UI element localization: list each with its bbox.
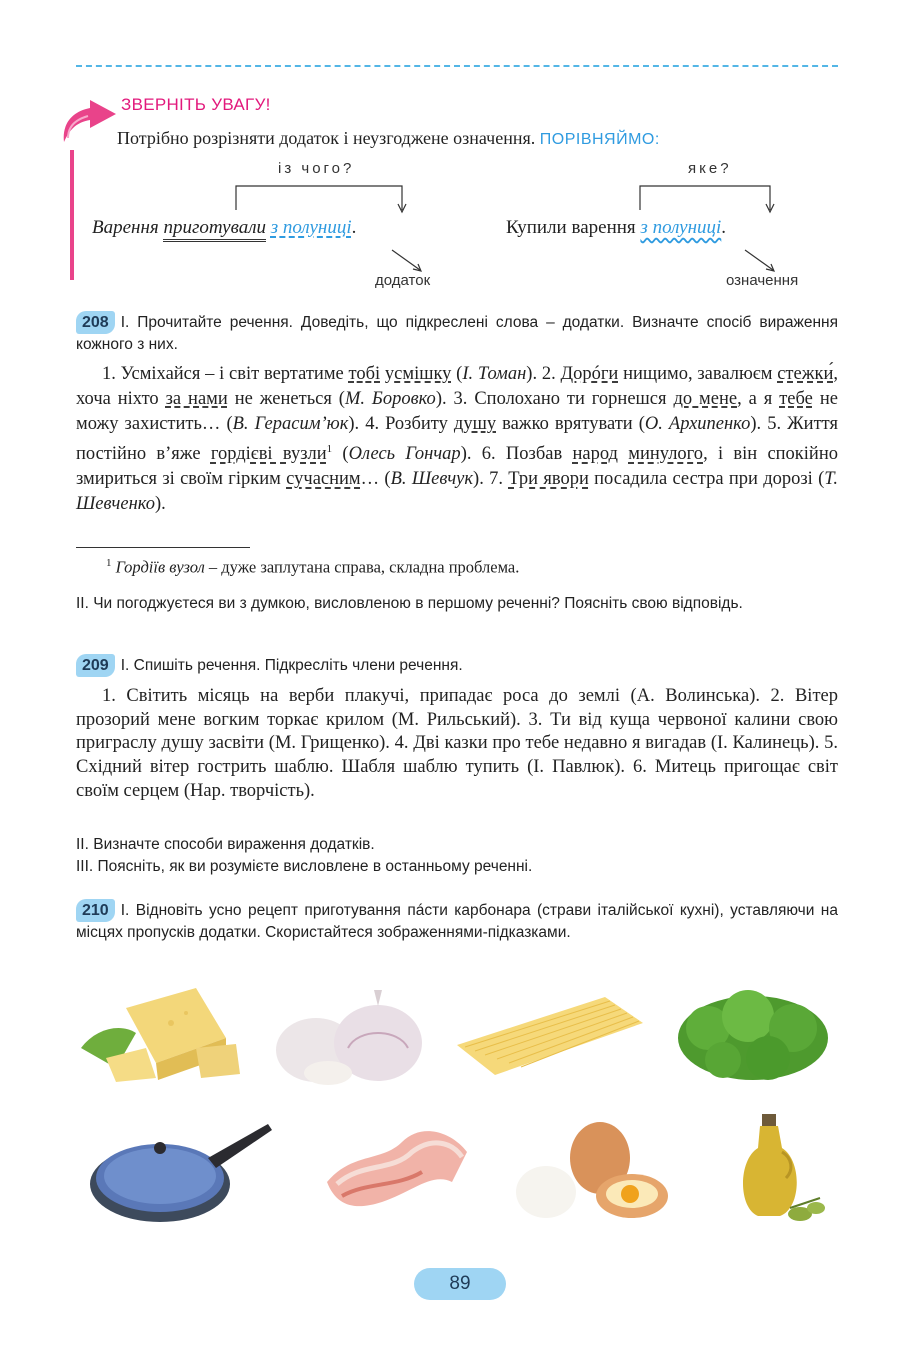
example-2: [506, 217, 726, 239]
exercise-208-instructions: І. Прочитайте речення. Доведіть, що підкреслені слова – додатки. Визначте спосіб вираження кожного з них.: [76, 314, 838, 353]
example-1-word: Варення: [92, 217, 159, 238]
exercise-208-text: 1. Усміхайся – і світ вертатиме тобі усмішку (І. Томан). 2. Дорóги нищимо, завалюєм стежки́, хоча ніхто за нами не женеться (М. Боровко). 3. Сполохано ти горнешся до мене, а я тебе не можу захистить… (В. Герасим’юк). 4. Розбиту душу важко врятувати (О. Архипенко). 5. Життя постійно в’яже гордієві вузли$^1$ (Олесь Гончар). 6. Позбав народ минулого, і він спокійно змириться зі своїм гірким сучасним… (В. Шевчук). 7. Три явори посадила сестра при дорозі (Т. Шевченко).: [76, 364, 839, 515]
olive-oil-image: [730, 1108, 830, 1226]
exercise-209-text: 1. Світить місяць на верби плакучі, припадає роса до землі (А. Волинська). 2. Вітер прозорий мене вогким торкає крилом (М. Рильський). 3. Ти від куща червоної калини свою приграслу душу засвіти (М. Грищенко). 4. Дві казки про тебе недавно я вигадав (І. Калинець). 5. Східний вітер гострить шаблю. Шабля шаблю тупить (І. Павлюк). 6. Митець пригощає світ своїм серцем (Нар. творчість).: [76, 686, 838, 801]
example-1: [92, 217, 356, 239]
parmesan-cheese-image: [76, 978, 246, 1086]
compare-label: ПОРІВНЯЙМО:: [539, 131, 660, 148]
exercise-number-badge: 208: [76, 311, 115, 334]
example-2-attribute: з полуниці: [640, 217, 722, 238]
question-1: із чого?: [278, 160, 355, 177]
example-1-predicate: приготували: [163, 217, 266, 242]
example-2-period: .: [721, 217, 727, 238]
exercise-208-task-2: ІІ. Чи погоджуєтеся ви з думкою, висловленою в першому реченні? Поясніть свою відповідь.: [76, 595, 743, 612]
attention-sidebar-bar: [70, 150, 74, 280]
footnote-divider: [76, 547, 250, 548]
attention-text: [117, 128, 660, 149]
exercise-210-task: [76, 899, 838, 943]
eggs-image: [510, 1118, 672, 1226]
spaghetti-image: [455, 995, 645, 1077]
exercise-209-task-3: ІІІ. Поясніть, як ви розумієте висловлене в останньому реченні.: [76, 858, 533, 875]
example-2-words: Купили варення: [506, 217, 636, 238]
label-oznachennia: означення: [726, 272, 799, 289]
footnote-text: – дуже заплутана справа, складна проблема.: [204, 557, 520, 577]
bacon-image: [322, 1112, 472, 1220]
page-number: 89: [414, 1268, 506, 1300]
top-dashed-divider: [76, 65, 838, 67]
frying-pan-image: [88, 1118, 274, 1228]
attention-rule: Потрібно розрізняти додаток і неузгоджене означення.: [117, 128, 536, 148]
example-1-period: .: [351, 217, 357, 238]
parsley-image: [668, 988, 838, 1088]
question-2: яке?: [688, 160, 732, 177]
label-dodatok: додаток: [375, 272, 431, 289]
exercise-209-task-2: ІІ. Визначте способи вираження додатків.: [76, 836, 375, 853]
footnote: [106, 557, 519, 578]
attention-title: ЗВЕРНІТЬ УВАГУ!: [121, 95, 271, 114]
garlic-image: [268, 988, 428, 1088]
exercise-210-instructions: І. Відновіть усно рецепт приготування пáсти карбонара (страви італійської кухні), уставляючи на місцях пропусків додатки. Скористайтеся зображеннями-підказками.: [76, 902, 838, 941]
exercise-209-task: [76, 654, 838, 677]
exercise-number-badge: 210: [76, 899, 115, 922]
attention-arrow-icon: [60, 98, 120, 146]
footnote-term: Гордіїв вузол: [115, 557, 205, 577]
exercise-208-task: [76, 311, 838, 355]
footnote-mark: 1: [106, 557, 112, 569]
exercise-number-badge: 209: [76, 654, 115, 677]
example-1-object: з полуниці: [270, 217, 352, 238]
exercise-209-instructions: І. Спишіть речення. Підкресліть члени речення.: [120, 657, 463, 674]
